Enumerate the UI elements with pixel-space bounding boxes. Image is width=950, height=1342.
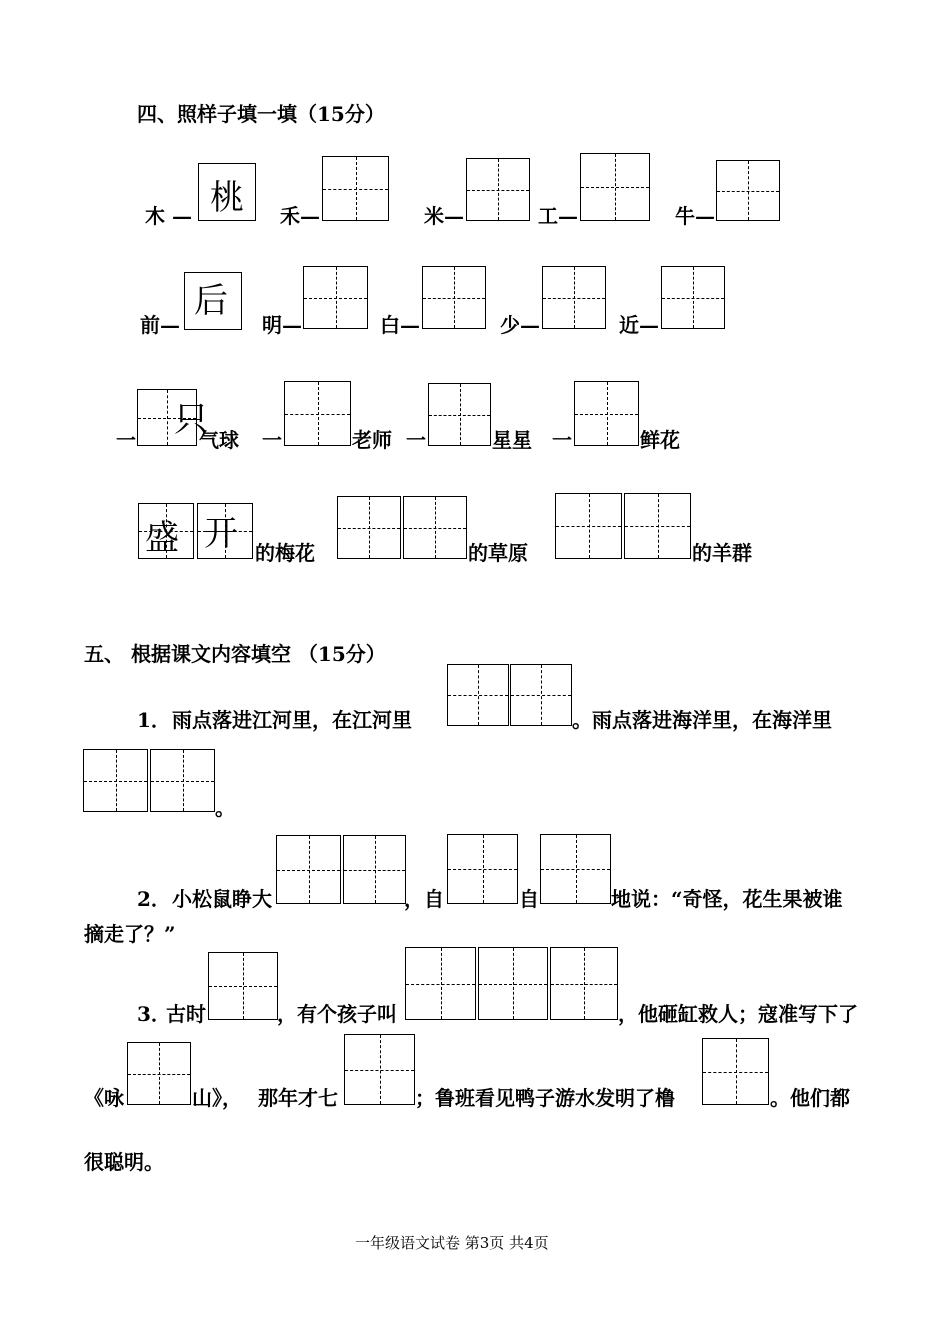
answer-box[interactable] <box>344 1034 415 1105</box>
answer-box[interactable] <box>447 834 518 904</box>
answer-box[interactable] <box>276 835 341 904</box>
row4-suffix-3: 的羊群 <box>692 541 752 565</box>
row1-label-4: 工— <box>538 204 578 228</box>
answer-box[interactable] <box>83 749 148 812</box>
row3-prefix-2: 一 <box>262 428 282 452</box>
section4-title: 四、照样子填一填（15分） <box>137 102 385 126</box>
q3-text-9: 很聪明。 <box>84 1150 164 1174</box>
q1-text-2: 。雨点落进海洋里，在海洋里 <box>572 708 832 732</box>
answer-box[interactable] <box>716 160 780 221</box>
answer-box[interactable] <box>428 383 491 446</box>
q3-text-5: 山》， <box>192 1086 242 1110</box>
row2-label-1: 前— <box>140 313 180 337</box>
answer-box[interactable] <box>343 835 406 904</box>
row3-prefix-3: 一 <box>406 428 426 452</box>
row2-label-3: 白— <box>380 313 420 337</box>
q3-text-7: ；鲁班看见鸭子游水发明了橹 <box>415 1086 675 1110</box>
q1-number: 1． <box>137 708 171 732</box>
section5-title: 五、 根据课文内容填空 （15分） <box>84 642 386 666</box>
q2-text-2: ，自 <box>404 887 444 911</box>
row3-prefix-4: 一 <box>552 428 572 452</box>
answer-box[interactable] <box>478 947 548 1020</box>
answer-box[interactable] <box>540 834 611 904</box>
example-char-tao: 桃 <box>210 178 244 218</box>
answer-box[interactable] <box>447 664 509 726</box>
page-footer: 一年级语文试卷 第3页 共4页 <box>355 1234 549 1252</box>
example-char-kai: 开 <box>204 514 238 554</box>
row3-suffix-2: 老师 <box>352 428 392 452</box>
row3-suffix-1: 气球 <box>199 428 239 452</box>
example-char-zhi: 只 <box>174 400 208 440</box>
answer-box[interactable] <box>550 947 618 1020</box>
answer-box[interactable] <box>555 493 622 559</box>
answer-box[interactable] <box>661 266 725 329</box>
q3-number: 3． <box>137 1002 171 1026</box>
row1-label-3: 米— <box>424 204 464 228</box>
example-char-sheng: 盛 <box>145 518 179 558</box>
answer-box[interactable] <box>337 496 401 559</box>
answer-box[interactable] <box>510 664 572 726</box>
row2-label-5: 近— <box>619 313 659 337</box>
answer-box[interactable] <box>542 266 606 329</box>
answer-box[interactable] <box>322 156 389 221</box>
q1-text-1: 雨点落进江河里，在江河里 <box>172 708 412 732</box>
row4-suffix-2: 的草原 <box>468 541 528 565</box>
q3-text-6: 那年才七 <box>258 1086 338 1110</box>
row3-suffix-4: 鲜花 <box>640 428 680 452</box>
q3-text-4: 《咏 <box>84 1086 124 1110</box>
answer-box[interactable] <box>580 153 650 221</box>
answer-box[interactable] <box>405 947 476 1020</box>
q3-text-3: ，他砸缸救人；寇准写下了 <box>618 1002 858 1026</box>
answer-box[interactable] <box>127 1042 191 1105</box>
answer-box[interactable] <box>466 158 530 221</box>
row1-label-5: 牛— <box>675 204 715 228</box>
q2-text-5: 摘走了？” <box>84 922 176 946</box>
answer-box[interactable] <box>208 952 278 1020</box>
q3-text-2: ，有个孩子叫 <box>277 1002 397 1026</box>
row2-label-4: 少— <box>500 313 540 337</box>
q2-text-3: 自 <box>519 887 539 911</box>
q3-text-1: 古时 <box>166 1002 206 1026</box>
answer-box[interactable] <box>702 1038 769 1105</box>
row1-label-1: 木 — <box>145 204 192 228</box>
answer-box[interactable] <box>422 266 486 329</box>
q2-text-4: 地说：“奇怪，花生果被谁 <box>611 887 843 911</box>
q3-text-8: 。他们都 <box>770 1086 850 1110</box>
row3-prefix-1: 一 <box>116 428 136 452</box>
answer-box[interactable] <box>574 381 639 446</box>
q1-text-3: 。 <box>215 796 235 820</box>
answer-box[interactable] <box>150 749 215 812</box>
example-char-hou: 后 <box>194 281 228 321</box>
row2-label-2: 明— <box>262 313 302 337</box>
answer-box[interactable] <box>624 493 691 559</box>
answer-box[interactable] <box>284 381 351 446</box>
row3-suffix-3: 星星 <box>492 428 532 452</box>
q2-number: 2． <box>137 887 171 911</box>
row4-suffix-1: 的梅花 <box>255 541 315 565</box>
answer-box[interactable] <box>403 496 467 559</box>
answer-box[interactable] <box>303 266 368 329</box>
row1-label-2: 禾— <box>280 204 320 228</box>
q2-text-1: 小松鼠睁大 <box>172 887 272 911</box>
